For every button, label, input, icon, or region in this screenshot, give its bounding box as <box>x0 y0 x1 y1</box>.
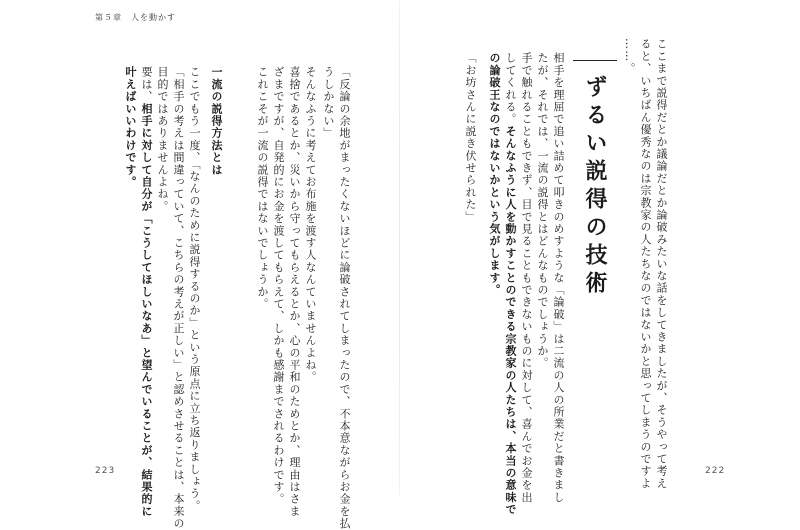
body-text-column: ここでもう一度、「なんのために説得するのか」という原点に立ち返りましょう。 <box>188 66 201 512</box>
body-text-column: ……。 <box>623 38 636 75</box>
body-text-column: たが、それでは、一流の説得とはどんなものでしょうか。 <box>536 52 549 370</box>
body-text-column <box>502 52 518 516</box>
folio-left: 223 <box>95 466 116 476</box>
emphasis-text: 相手に対して自分が「こうしてほしいなあ」と望んでいることが、結果的に <box>140 102 153 518</box>
quote-column: うしかない」 <box>322 66 335 140</box>
body-text-column: そんなふうに考えてお布施を渡す人なんていませんよね。 <box>304 66 317 384</box>
body-text-column: 喜捨であるとか、災いから守ってもらえるとか、心の平和のためとか、理由はさま <box>288 66 301 518</box>
subheading: 一流の説得方法とは <box>210 66 223 176</box>
body-text-column: ると、いちばん優秀なのは宗教家の人たちなのではないかと思ってしまうのですよ <box>639 38 652 490</box>
body-text-column: ざまですが、自発的にお金を渡してもらえて、しかも感謝までされるわけです。 <box>272 66 285 506</box>
body-text-run: してくれる。 <box>504 52 517 126</box>
running-head: 第５章 人を動かす <box>95 13 176 22</box>
quote-column: 「お坊さんに説き伏せられた」 <box>464 52 477 223</box>
folio-right: 222 <box>705 466 726 476</box>
emphasis-text: そんなふうに人を動かすことのできる宗教家の人たちは、本当の意味で <box>504 125 517 516</box>
emphasis-text-column: 叶えばいいわけです。 <box>124 66 137 188</box>
body-text-column: 手で触れることもできず、目で見ることもできないものに対して、喜んでお金を出 <box>520 52 533 504</box>
section-title: ずるい説得の技術 <box>582 75 607 299</box>
body-text-column: 相手を理屈で追い詰めて叩きのめすような「論破」は二流の人の所業だと書きまし <box>552 52 565 504</box>
quote-column: 「反論の余地がまったくないほどに論破されてしまったので、不本意ながらお金を払 <box>338 66 351 530</box>
body-text-run: 要は、 <box>140 66 153 103</box>
body-text-column: これこそが一流の説得ではないでしょうか。 <box>256 66 269 310</box>
body-text-column: 目的ではありませんよね。 <box>156 66 169 213</box>
section-title-block <box>573 60 617 299</box>
body-text-column <box>138 66 154 517</box>
body-text-column: ここまで説得だとか議論だとか論破みたいな話をしてきましたが、そうやって考え <box>655 38 668 490</box>
emphasis-text-column: の論破王なのではないかという気がします。 <box>488 52 501 296</box>
body-text-column: 「相手の考えは間違っていて、こちらの考えが正しい」と認めさせることは、本来の <box>172 66 185 530</box>
